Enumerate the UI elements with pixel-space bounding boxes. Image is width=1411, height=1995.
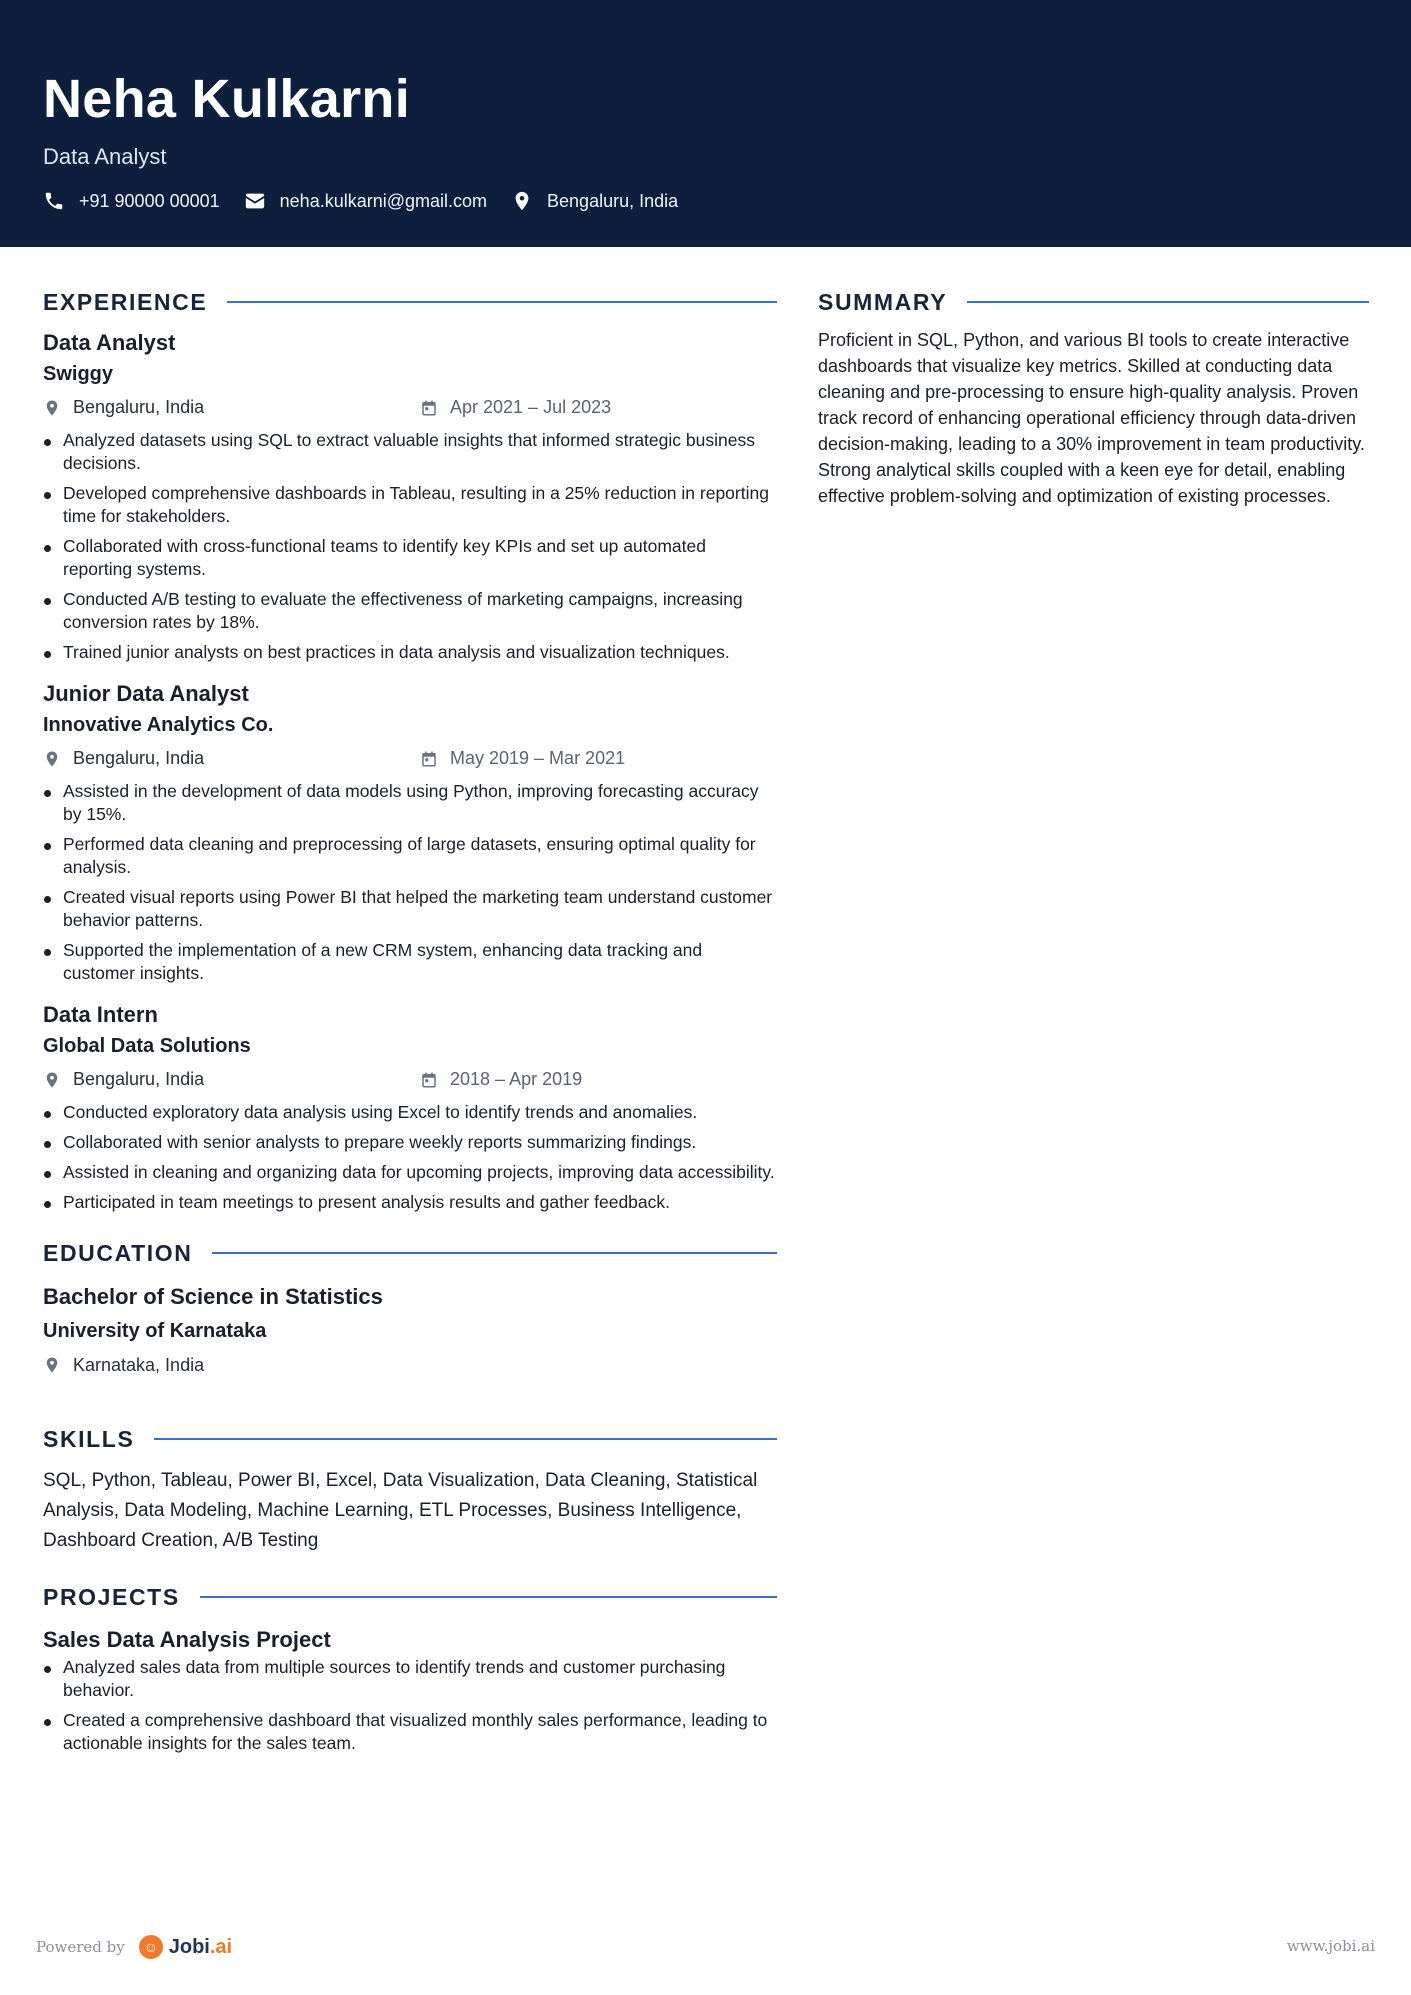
projects-heading xyxy=(43,1580,777,1614)
job-bullets xyxy=(43,429,777,664)
candidate-role: Data Analyst xyxy=(43,144,167,169)
contact-email[interactable] xyxy=(244,190,487,212)
education-heading xyxy=(43,1236,777,1270)
education-location xyxy=(43,1348,777,1382)
list-item: Assisted in the development of data models using Python, improving forecasting accuracy by 15%. xyxy=(43,780,777,826)
list-item: Analyzed datasets using SQL to extract valuable insights that informed strategic business decisions. xyxy=(43,429,777,475)
job-title: Data Intern xyxy=(43,1002,158,1027)
job-location-text: Bengaluru, India xyxy=(73,1069,205,1089)
phone-text: +91 90000 00001 xyxy=(79,190,220,211)
experience-heading xyxy=(43,285,777,319)
job-location-text: Bengaluru, India xyxy=(73,748,205,768)
list-item: Created visual reports using Power BI that helped the marketing team understand customer behavior patterns. xyxy=(43,886,777,932)
job-dates-text: Apr 2021 – Jul 2023 xyxy=(450,397,612,417)
job-meta xyxy=(43,389,777,429)
location-pin-icon xyxy=(43,750,61,768)
section-divider xyxy=(212,1252,777,1254)
section-divider xyxy=(227,301,777,303)
list-item: Created a comprehensive dashboard that visualized monthly sales performance, leading to actionable insights for the sales team. xyxy=(43,1709,777,1755)
list-item: Collaborated with cross-functional teams to identify key KPIs and set up automated reporting systems. xyxy=(43,535,777,581)
education-degree: Bachelor of Science in Statistics xyxy=(43,1284,383,1309)
projects-title: PROJECTS xyxy=(43,1583,180,1610)
job-location xyxy=(43,1069,204,1090)
right-column xyxy=(818,285,1369,509)
summary-text: Proficient in SQL, Python, and various BI tools to create interactive dashboards that visualize key metrics. Skilled at conducting data cleaning and pre-processing to ensure high-quality analysis. Proven track record of enhancing operational efficiency through data-driven decision-making, leading to a 30% improvement in team productivity. Strong analytical skills coupled with a keen eye for detail, enabling effective problem-solving and optimization of existing processes. xyxy=(818,330,1365,506)
job-location-text: Bengaluru, India xyxy=(73,397,205,417)
section-divider xyxy=(967,301,1369,303)
skills-heading xyxy=(43,1422,777,1456)
list-item: Developed comprehensive dashboards in Tableau, resulting in a 25% reduction in reporting time for stakeholders. xyxy=(43,482,777,528)
job-bullets xyxy=(43,1101,777,1214)
job-meta xyxy=(43,1061,777,1101)
powered-by xyxy=(36,1935,232,1959)
summary-title: SUMMARY xyxy=(818,288,948,315)
contact-location xyxy=(511,190,678,212)
experience-entry xyxy=(43,678,777,985)
logo-main: Jobi xyxy=(168,1935,210,1958)
list-item: Conducted A/B testing to evaluate the effectiveness of marketing campaigns, increasing conversion rates by 18%. xyxy=(43,588,777,634)
job-company: Global Data Solutions xyxy=(43,1035,251,1057)
job-dates xyxy=(420,748,625,769)
job-title: Data Analyst xyxy=(43,330,176,355)
experience-entry xyxy=(43,327,777,664)
job-company: Swiggy xyxy=(43,363,114,385)
list-item: Assisted in cleaning and organizing data for upcoming projects, improving data accessibility. xyxy=(43,1161,777,1184)
section-divider xyxy=(154,1438,777,1440)
calendar-icon xyxy=(420,399,438,417)
education-title: EDUCATION xyxy=(43,1239,193,1266)
skills-list: SQL, Python, Tableau, Power BI, Excel, Data Visualization, Data Cleaning, Statistical Analysis, Data Modeling, Machine Learning, ETL Processes, Business Intelligence, Dashboard Creation, A/B Testing xyxy=(43,1470,758,1551)
location-text: Bengaluru, India xyxy=(547,190,679,211)
email-icon xyxy=(244,190,266,212)
experience-title: EXPERIENCE xyxy=(43,288,208,315)
phone-icon xyxy=(43,190,65,212)
job-dates-text: May 2019 – Mar 2021 xyxy=(450,748,626,768)
contact-phone[interactable] xyxy=(43,190,220,212)
powered-by-label: Powered by xyxy=(36,1938,125,1956)
list-item: Participated in team meetings to present analysis results and gather feedback. xyxy=(43,1191,777,1214)
calendar-icon xyxy=(420,1071,438,1089)
location-pin-icon xyxy=(511,190,533,212)
list-item: Collaborated with senior analysts to prepare weekly reports summarizing findings. xyxy=(43,1131,777,1154)
summary-heading xyxy=(818,285,1369,319)
jobi-logo-icon: ☺ xyxy=(139,1935,163,1959)
list-item: Performed data cleaning and preprocessing of large datasets, ensuring optimal quality for analysis. xyxy=(43,833,777,879)
left-column xyxy=(43,285,777,1762)
resume-header xyxy=(0,0,1411,247)
education-location-text: Karnataka, India xyxy=(73,1354,205,1375)
experience-entry xyxy=(43,999,777,1214)
calendar-icon xyxy=(420,750,438,768)
email-text: neha.kulkarni@gmail.com xyxy=(279,190,488,211)
list-item: Trained junior analysts on best practices in data analysis and visualization techniques. xyxy=(43,641,777,664)
location-pin-icon xyxy=(43,1356,61,1374)
job-dates xyxy=(420,1069,582,1090)
website-link[interactable]: www.jobi.ai xyxy=(1286,1937,1375,1955)
list-item: Supported the implementation of a new CRM system, enhancing data tracking and customer insights. xyxy=(43,939,777,985)
logo-suffix: .ai xyxy=(209,1935,233,1958)
job-dates-text: 2018 – Apr 2019 xyxy=(450,1069,583,1089)
job-dates xyxy=(420,397,611,418)
contact-row xyxy=(43,190,702,212)
job-company: Innovative Analytics Co. xyxy=(43,714,274,736)
footer xyxy=(0,1925,1411,1965)
job-meta xyxy=(43,740,777,780)
candidate-name: Neha Kulkarni xyxy=(43,69,411,129)
project-bullets xyxy=(43,1656,777,1755)
job-location xyxy=(43,748,204,769)
project-title: Sales Data Analysis Project xyxy=(43,1627,331,1652)
job-bullets xyxy=(43,780,777,985)
job-title: Junior Data Analyst xyxy=(43,681,249,706)
list-item: Conducted exploratory data analysis using Excel to identify trends and anomalies. xyxy=(43,1101,777,1124)
location-pin-icon xyxy=(43,1071,61,1089)
section-divider xyxy=(200,1596,777,1598)
skills-title: SKILLS xyxy=(43,1425,135,1452)
job-location xyxy=(43,397,204,418)
education-school: University of Karnataka xyxy=(43,1320,267,1342)
location-pin-icon xyxy=(43,399,61,417)
jobi-logo[interactable] xyxy=(139,1935,232,1959)
list-item: Analyzed sales data from multiple sources to identify trends and customer purchasing behavior. xyxy=(43,1656,777,1702)
